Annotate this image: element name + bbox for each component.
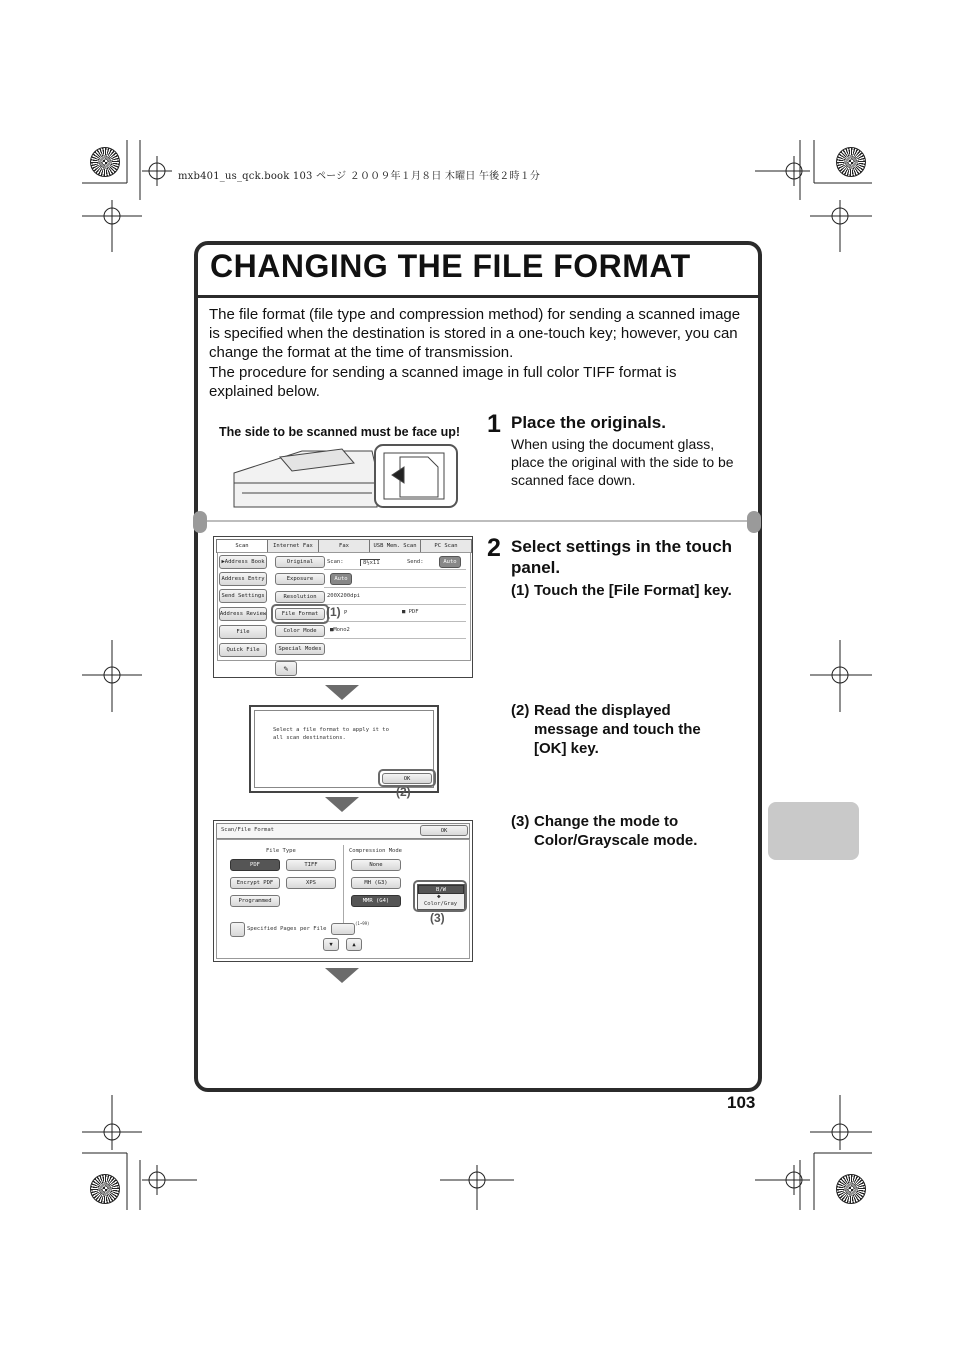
- color-mode-key[interactable]: Color Mode: [275, 625, 325, 637]
- intro-paragraph: The file format (file type and compression method) for sending a scanned image is specified when the destination is stored in a one-touch key; however, you can change the format at the time of transmission.: [209, 306, 741, 362]
- pdf-key[interactable]: PDF: [230, 859, 280, 871]
- page-number: 103: [727, 1093, 756, 1112]
- format-right-value: ■ PDF: [402, 609, 419, 615]
- callout-label: (1): [326, 605, 341, 619]
- row-separator: [324, 621, 466, 622]
- file-format-screen: [213, 820, 473, 962]
- color-mode-value: ■Mono2: [330, 627, 350, 633]
- arrow-down-icon: [325, 968, 359, 983]
- programmed-key[interactable]: Programmed: [230, 895, 280, 907]
- arrow-down-icon: [325, 797, 359, 812]
- divider-dot: [747, 511, 761, 533]
- sub-step: [511, 581, 741, 621]
- compression-none-key[interactable]: None: [351, 859, 401, 871]
- address-entry-key[interactable]: Address Entry: [219, 572, 267, 586]
- column-separator: [343, 845, 344, 925]
- row-separator: [324, 569, 466, 570]
- message-dialog: [249, 705, 439, 799]
- dialog-message: Select a file format to apply it to all scan destinations.: [273, 727, 389, 741]
- tab-fax[interactable]: Fax: [319, 540, 370, 552]
- exposure-key[interactable]: Exposure: [275, 573, 325, 585]
- up-down-icon: ◆: [437, 893, 441, 900]
- scan-label: Scan:: [327, 559, 344, 565]
- intro-paragraph: The procedure for sending a scanned image in full color TIFF format is explained below.: [209, 363, 677, 400]
- step-body: When using the document glass, place the original with the side to be scanned face down.: [511, 436, 734, 488]
- color-gray-option: Color/Gray: [424, 901, 458, 907]
- sub-step-text: Read the displayed message and touch the [OK] key.: [534, 702, 701, 757]
- screen-header-title: Scan/File Format: [221, 827, 274, 833]
- step-title: Select settings in the touch panel.: [511, 537, 733, 577]
- step-title: Place the originals.: [511, 413, 666, 432]
- play-icon: ▶: [221, 559, 225, 565]
- triangle-down-icon: ▼: [329, 941, 333, 948]
- page-title: CHANGING THE FILE FORMAT: [210, 248, 691, 284]
- ok-button[interactable]: OK: [382, 773, 432, 784]
- sub-step-text: Touch the [File Format] key.: [534, 582, 732, 599]
- title-divider: [198, 295, 758, 298]
- send-label: Send:: [407, 559, 424, 565]
- encrypt-pdf-key[interactable]: Encrypt PDF: [230, 877, 280, 889]
- intro-text: [209, 305, 744, 401]
- color-mode-highlight: [413, 880, 467, 912]
- sub-step-number: (1): [511, 582, 530, 599]
- increase-button[interactable]: [346, 938, 362, 951]
- square-icon: ■: [402, 609, 409, 615]
- callout-label: (3): [430, 911, 445, 925]
- scanner-illustration: [232, 443, 462, 511]
- resolution-key[interactable]: Resolution: [275, 591, 325, 603]
- sub-step-number: (2): [511, 702, 530, 719]
- pages-range: (1~99): [355, 921, 370, 926]
- print-header: mxb401_us_qck.book 103 ページ ２００９年１月８日 木曜日 午後２時１分: [178, 171, 541, 182]
- format-left-value: P: [344, 610, 348, 616]
- section-divider: [198, 520, 754, 522]
- special-modes-key[interactable]: Special Modes: [275, 643, 325, 655]
- tab-scan[interactable]: Scan: [217, 540, 268, 552]
- arrow-down-icon: [325, 685, 359, 700]
- mode-tabs: [216, 539, 472, 553]
- compression-mh-key[interactable]: MH (G3): [351, 877, 401, 889]
- specified-pages-label: Specified Pages per File: [247, 926, 327, 932]
- callout-label: (2): [396, 785, 411, 799]
- tab-internet-fax[interactable]: Internet Fax: [268, 540, 319, 552]
- address-book-key[interactable]: ▶ Address Book: [219, 555, 267, 569]
- sub-step: [511, 812, 741, 852]
- xps-key[interactable]: XPS: [286, 877, 336, 889]
- send-settings-key[interactable]: Send Settings: [219, 589, 267, 603]
- quick-file-key[interactable]: Quick File: [219, 643, 267, 657]
- sub-step-text: Change the mode to Color/Grayscale mode.: [534, 813, 698, 849]
- file-format-highlight: [271, 604, 329, 624]
- square-icon: ■: [330, 627, 334, 633]
- chapter-tab: [768, 802, 859, 860]
- address-review-key[interactable]: Address Review: [219, 607, 267, 621]
- file-key[interactable]: File: [219, 625, 267, 639]
- touch-panel-scan-screen: [213, 536, 473, 678]
- row-separator: [324, 587, 466, 588]
- compression-label: Compression Mode: [349, 848, 402, 854]
- row-separator: [324, 638, 466, 639]
- file-type-label: File Type: [266, 848, 296, 854]
- compression-mmr-key[interactable]: MMR (G4): [351, 895, 401, 907]
- file-format-key[interactable]: File Format: [275, 608, 325, 620]
- tab-usb-mem-scan[interactable]: USB Mem. Scan: [370, 540, 421, 552]
- original-key[interactable]: Original: [275, 556, 325, 568]
- sub-step-number: (3): [511, 813, 530, 830]
- divider-dot: [193, 511, 207, 533]
- illustration-caption: The side to be scanned must be face up!: [219, 425, 461, 439]
- scan-size-value: 8½x11: [360, 559, 380, 566]
- tiff-key[interactable]: TIFF: [286, 859, 336, 871]
- row-separator: [324, 604, 466, 605]
- bw-option: B/W: [418, 885, 464, 894]
- sub-step: [511, 701, 741, 761]
- pages-per-file-input[interactable]: [331, 923, 355, 935]
- step-number: 1: [487, 410, 501, 438]
- decrease-button[interactable]: [323, 938, 339, 951]
- program-key[interactable]: [275, 661, 297, 676]
- pencil-icon: ✎: [283, 664, 289, 673]
- resolution-value: 200X200dpi: [327, 593, 361, 599]
- send-auto-badge: Auto: [439, 556, 461, 568]
- triangle-up-icon: ▲: [352, 941, 356, 948]
- specified-pages-checkbox[interactable]: [230, 922, 245, 937]
- exposure-auto-badge: Auto: [330, 573, 352, 585]
- tab-pc-scan[interactable]: PC Scan: [434, 543, 458, 549]
- step-number: 2: [487, 534, 501, 562]
- ok-button[interactable]: OK: [420, 825, 468, 836]
